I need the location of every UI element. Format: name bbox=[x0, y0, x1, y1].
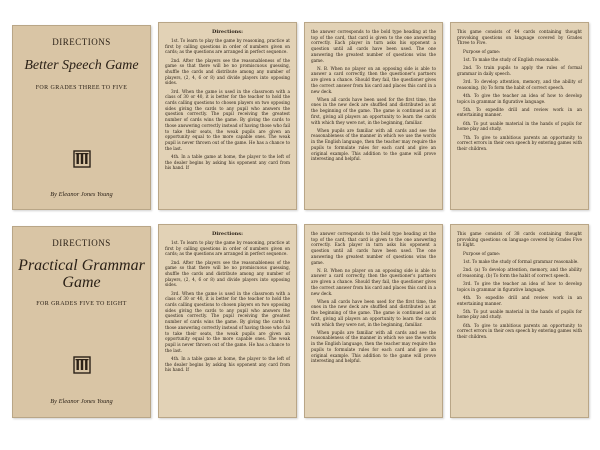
purpose-item-5: 5th. To expedite drill and review work in an entertaining manner. bbox=[457, 106, 582, 118]
rule-4: 4th. In a table game at home, the player to the left of the dealer begins by asking his opponent any card from his hand. If bbox=[165, 153, 290, 171]
back-paragraph-4: When pupils are familiar with all cards and see the reasonableness of the manner in which we use the words in the English language, then the teacher may require the pupils to formulate rules for each card and give an original example. This addition to the game will prove interesting and helpful. bbox=[311, 127, 436, 162]
purpose-item-4: 4th. To give the teacher an idea of how to develop topics in grammar in figurative language. bbox=[457, 92, 582, 104]
cover-title-line2: Game bbox=[62, 273, 101, 291]
back-paragraph-1: the answer corresponds to the bold type heading at the top of the card, that card is given to the one answering correctly. Each player in turn asks his opponent a question until all cards have been used. The one answering the greatest number of questions wins the game. bbox=[311, 29, 436, 63]
purpose-item-6: 6th. To put usable material in the hands of pupils for home play and study. bbox=[457, 120, 582, 132]
grammar-purpose-card bbox=[450, 224, 589, 418]
purpose-item-5: 5th. To put usable material in the hands of pupils for home play and study. bbox=[457, 308, 582, 320]
back-paragraph-2: N. B. When no player on an opposing side is able to answer a card correctly, then the questioner's partners are given a chance. Should they fail, the questioner gives the correct answer from his card and places this card in a new deck. bbox=[311, 267, 436, 296]
cover-grades: FOR GRADES FIVE TO EIGHT bbox=[36, 300, 127, 307]
rule-1: 1st. To learn to play the game by reasoning, practice at first by calling questions in order of numbers given on cards; as the questions are arranged in perfect sequence. bbox=[165, 38, 290, 55]
grammar-cover-card bbox=[12, 226, 151, 418]
rule-2: 2nd. After the players see the reasonableness of the game so that there will be no promiscuous guessing, shuffle the cards and distribute among any number of players, (2, 4, 6 or 8) and divide players into opposing sides. bbox=[165, 57, 290, 86]
rule-4: 4th. In a table game at home, the player to the left of the dealer begins by asking his opponent any card from his hand. If bbox=[165, 355, 290, 373]
cover-author: By Eleanor Jones Young bbox=[50, 191, 113, 198]
speech-rules-card bbox=[158, 22, 297, 210]
cover-title bbox=[13, 59, 150, 74]
purpose-item-3: 3rd. To give the teacher an idea of how to develop topics in grammar in figurative language. bbox=[457, 280, 582, 292]
back-paragraph-4: When pupils are familiar with all cards and see the reasonableness of the manner in which we use the words in the English language, then the teacher may require the pupils to formulate rules for each card and give an original example. This addition to the game will prove interesting and helpful. bbox=[311, 329, 436, 364]
cover-heading: DIRECTIONS bbox=[52, 238, 111, 248]
cover-grades: FOR GRADES THREE TO FIVE bbox=[35, 84, 128, 91]
cover-title-line1: Better Speech Game bbox=[24, 58, 139, 73]
rule-3: 3rd. When the game is used in the classroom with a class of 30 or 40, it is better for the teacher to hold the cards calling questions to chosen players on two opposing sides giving the cards to any pupil who answers the question correctly. The pupil receiving the greatest number of cards wins the game. By giving the cards to those answering correctly instead of having those who fail to take their seats, the weak pupils are given an opportunity equal to the more capable ones. The weak pupil is never thrown out of the game. He has a chance to the last. bbox=[165, 290, 290, 353]
purpose-item-3: 3rd. To develop attention, memory, and the ability of reasoning. (b) To form the habit of correct speech. bbox=[457, 78, 582, 90]
purpose-item-1: 1st. To make the study of formal grammar reasonable. bbox=[463, 258, 579, 264]
purpose-item-6: 6th. To give to ambitious parents an opportunity to correct errors in their own speech by entering games with their children. bbox=[457, 322, 582, 340]
cover-author: By Eleanor Jones Young bbox=[50, 398, 113, 405]
speech-cover-card bbox=[12, 25, 151, 210]
cover-title bbox=[13, 258, 150, 292]
cover-heading: DIRECTIONS bbox=[52, 37, 111, 47]
purpose-intro: This game consists of 38 cards containing thought provoking questions on language covered by Grades Five to Eight. bbox=[457, 231, 582, 248]
back-paragraph-2: N. B. When no player on an opposing side is able to answer a card correctly, then the questioner's partners are given a chance. Should they fail, the questioner gives the correct answer from his card and places this card in a new deck. bbox=[311, 65, 436, 94]
purpose-heading: Purpose of game: bbox=[463, 250, 501, 256]
publisher-logo-icon bbox=[73, 150, 91, 172]
purpose-item-7: 7th. To give to ambitious parents an opportunity to correct errors in their own speech by entering games with their children. bbox=[457, 134, 582, 151]
purpose-item-2: 2nd. To train pupils to apply the rules of formal grammar in daily speech. bbox=[457, 65, 582, 76]
grammar-rules-card bbox=[158, 224, 297, 418]
publisher-logo-icon bbox=[73, 356, 91, 378]
rules-heading: Directions: bbox=[212, 231, 243, 237]
rules-heading: Directions: bbox=[212, 29, 243, 35]
back-paragraph-1: the answer corresponds to the bold type heading at the top of the card, that card is given to the one answering correctly. Each player in turn asks his opponent a question until all cards have been used. The one answering the greatest number of questions wins the game. bbox=[311, 231, 436, 265]
purpose-item-1: 1st. To make the study of English reasonable. bbox=[463, 56, 560, 62]
rule-1: 1st. To learn to play the game by reasoning, practice at first by calling questions in order of numbers given on cards; as the questions are arranged in perfect sequence. bbox=[165, 240, 290, 257]
speech-back-card bbox=[304, 22, 443, 210]
rule-2: 2nd. After the players see the reasonableness of the game so that there will be no promiscuous guessing, shuffle the cards and distribute among any number of players, (2, 4, 6 or 8) and divide players into opposing sides. bbox=[165, 259, 290, 288]
rule-3: 3rd. When the game is used in the classroom with a class of 30 or 40, it is better for the teacher to hold the cards calling questions to chosen players on two opposing sides giving the cards to any pupil who answers the question correctly. The pupil receiving the greatest number of cards wins the game. By giving the cards to those answering correctly instead of having those who fail to take their seats, the weak pupils are given an opportunity equal to the more capable ones. The weak pupil is never thrown out of the game. He has a chance to the last. bbox=[165, 88, 290, 151]
grammar-back-card bbox=[304, 224, 443, 418]
purpose-item-4: 4th. To expedite drill and review work in an entertaining manner. bbox=[457, 294, 582, 306]
purpose-item-2: 2nd. (a) To develop attention, memory, and the ability of reasoning. (b) To form the habit of correct speech. bbox=[457, 267, 582, 278]
back-paragraph-3: When all cards have been used for the first time, the ones in the new deck are shuffled and distributed as at the beginning of the game. The game is continued as at first, giving all players an opportunity to learn the cards with which they were not, in the beginning, familiar. bbox=[311, 96, 436, 125]
back-paragraph-3: When all cards have been used for the first time, the ones in the new deck are shuffled and distributed as at the beginning of the game. The game is continued as at first, giving all players an opportunity to learn the cards with which they were not, in the beginning, familiar. bbox=[311, 298, 436, 327]
cover-title-line1: Practical Grammar bbox=[18, 257, 145, 274]
purpose-heading: Purpose of game: bbox=[463, 48, 501, 54]
speech-purpose-card bbox=[450, 22, 589, 210]
purpose-intro: This game consists of 44 cards containing thought provoking questions on language covered by Grades Three to Five. bbox=[457, 29, 582, 46]
